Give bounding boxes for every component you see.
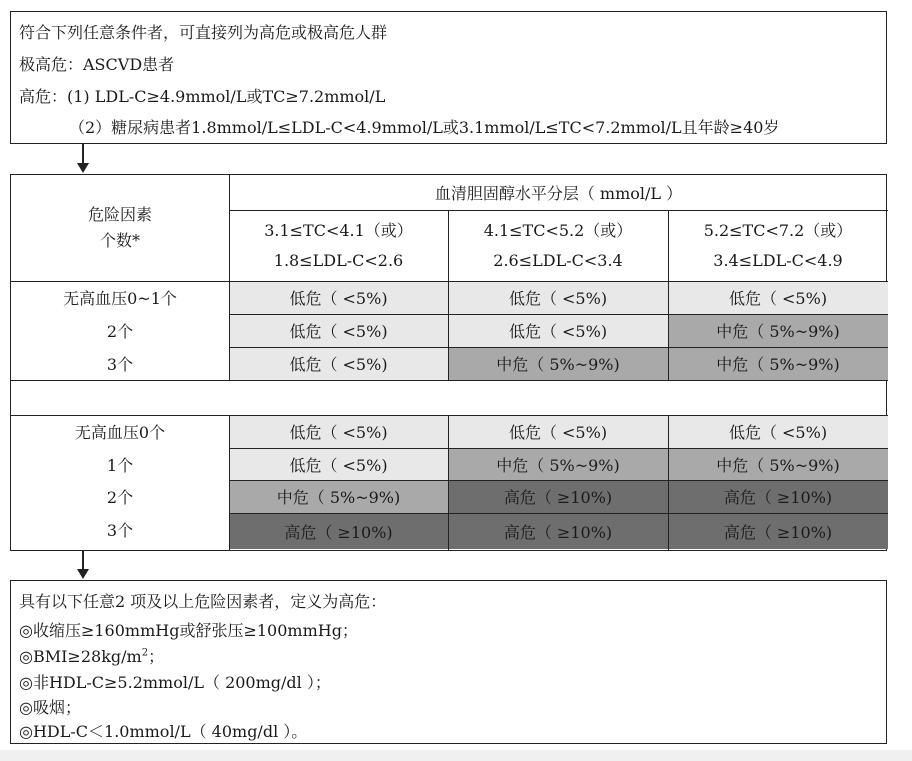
grid-line [11,415,888,416]
grid-line [229,415,230,550]
risk-cell: 中危（ 5%~9%) [448,347,668,380]
additional-risk-factors-box [10,580,887,744]
group1-row-label-1: 2个 [106,322,134,341]
grid-line [229,347,888,348]
header-col-1-ldl: 1.8≤LDL-C<2.6 [273,250,404,270]
risk-cell: 低危（ <5%) [229,448,448,481]
risk-cell: 低危（ <5%) [668,281,888,314]
risk-cell: 中危（ 5%~9%) [448,448,668,481]
header-risk-factors-line2: 个数* [99,231,140,250]
factor-bmi-sup: 2 [141,647,149,659]
risk-table [10,174,887,551]
factors-title: 具有以下任意2 项及以上危险因素者，定义为高危： [19,592,387,611]
risk-cell: 低危（ <5%) [229,314,448,347]
header-risk-factors [11,175,229,281]
criteria-very-high: 极高危：ASCVD患者 [19,55,175,74]
risk-cell: 中危（ 5%~9%) [229,480,448,513]
grid-line [448,415,449,550]
risk-cell: 低危（ <5%) [668,415,888,448]
header-risk-factors-line1: 危险因素 [87,205,152,224]
risk-cell: 高危（ ≥10%) [668,513,888,549]
header-col-3 [668,210,888,281]
grid-line [229,513,888,514]
risk-cell: 低危（ <5%) [448,281,668,314]
arrow-shaft-bottom [82,551,84,570]
grid-line [448,210,449,380]
grid-line [11,380,888,381]
criteria-high-2: （2）糖尿病患者1.8mmol/L≤LDL-C<4.9mmol/L或3.1mmol/L≤TC<7.2mmol/L且年龄≥40岁 [69,118,780,137]
factor-smoking: ◎吸烟； [19,698,81,717]
grid-line [668,210,669,380]
criteria-high-1: 高危：(1) LDL-C≥4.9mmol/L或TC≥7.2mmol/L [19,87,386,106]
grid-line [229,480,888,481]
risk-cell: 低危（ <5%) [229,415,448,448]
factor-bmi [19,644,164,667]
high-risk-criteria-box [10,11,887,144]
risk-cell: 中危（ 5%~9%) [668,448,888,481]
risk-cell: 高危（ ≥10%) [448,480,668,513]
factor-non-hdl: ◎非HDL-C≥5.2mmol/L（ 200mg/dl ）； [19,673,331,692]
header-col-3-ldl: 3.4≤LDL-C<4.9 [713,250,843,270]
group2-row-label-2: 2个 [106,488,134,507]
group1-row-label-2: 3个 [106,355,134,374]
risk-cell: 中危（ 5%~9%) [668,314,888,347]
header-col-3-tc: 5.2≤TC<7.2（或） [703,220,853,240]
header-cholesterol-strata: 血清胆固醇水平分层（ mmol/L ） [434,184,683,203]
group2-row-label-3: 3个 [106,521,134,540]
header-col-2-ldl: 2.6≤LDL-C<3.4 [493,250,623,270]
group1-row-label-0: 无高血压0~1个 [63,289,177,308]
factor-blood-pressure: ◎收缩压≥160mmHg或舒张压≥100mmHg； [19,621,358,640]
risk-cell: 低危（ <5%) [448,314,668,347]
risk-cell: 高危（ ≥10%) [668,480,888,513]
grid-line [229,448,888,449]
grid-line [229,210,888,211]
bottom-strip [0,750,912,761]
risk-cell: 低危（ <5%) [448,415,668,448]
arrow-down-icon [77,569,89,579]
risk-cell: 高危（ ≥10%) [229,513,448,549]
risk-cell: 高危（ ≥10%) [448,513,668,549]
grid-line [11,281,888,282]
factor-hdl: ◎HDL-C＜1.0mmol/L（ 40mg/dl ）。 [19,722,308,741]
header-col-1 [229,210,448,281]
criteria-title: 符合下列任意条件者，可直接列为高危或极高危人群 [19,23,388,42]
grid-line [229,175,230,380]
group2-row-label-1: 1个 [106,456,134,475]
header-col-1-tc: 3.1≤TC<4.1（或） [264,220,413,240]
arrow-shaft-top [82,144,84,164]
risk-cell: 低危（ <5%) [229,281,448,314]
grid-line [229,314,888,315]
group2-row-label-0: 无高血压0个 [74,423,166,442]
risk-cell: 中危（ 5%~9%) [668,347,888,380]
factor-bmi-end: ； [148,647,165,666]
header-col-2-tc: 4.1≤TC<5.2（或） [483,220,633,240]
factor-bmi-main: ◎BMI≥28kg/m [19,647,142,666]
arrow-down-icon [77,163,89,173]
grid-line [668,415,669,550]
header-col-2 [448,210,668,281]
risk-cell: 低危（ <5%) [229,347,448,380]
